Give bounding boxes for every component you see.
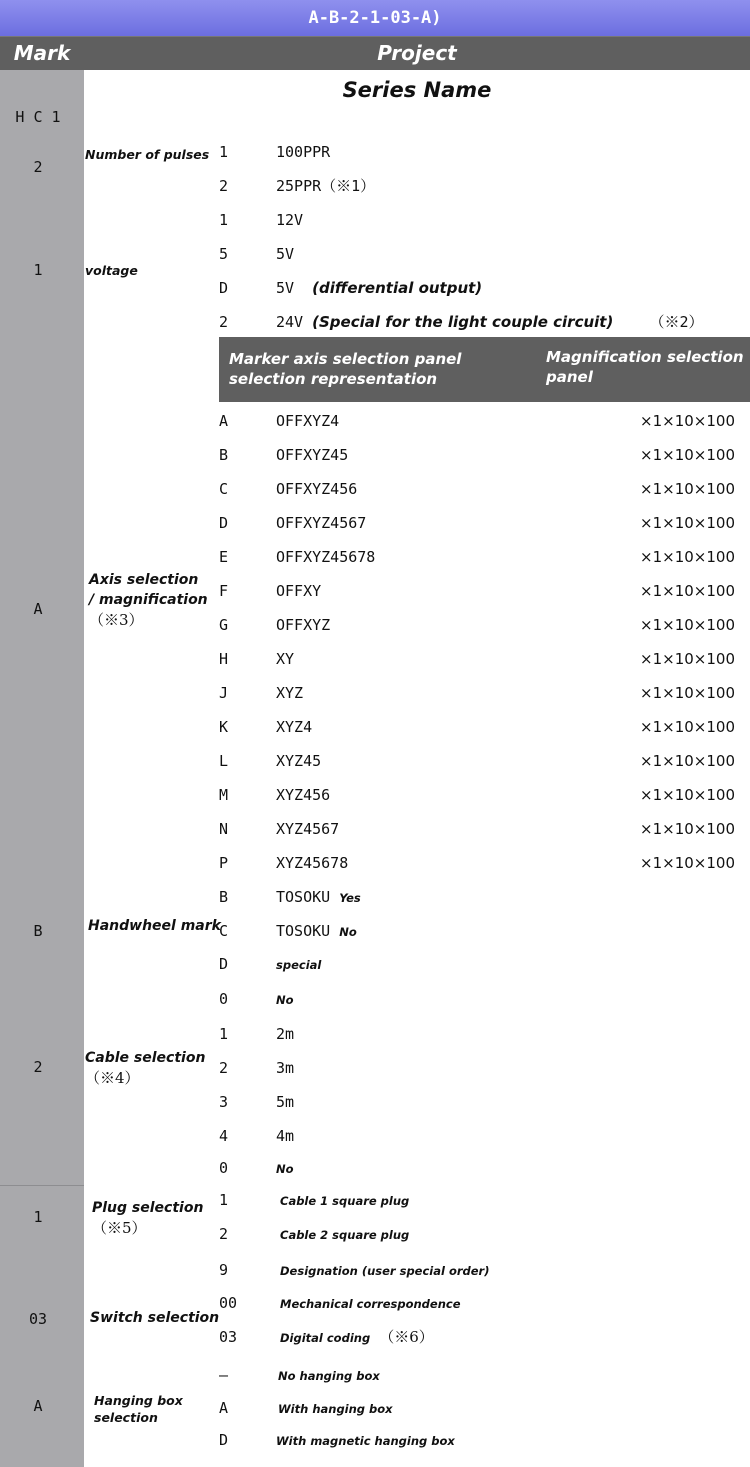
option-code: C [219,480,229,498]
option-value: 2m [276,1025,295,1043]
option-code: 2 [219,177,229,195]
option-value [280,1324,434,1351]
axis-table-header [219,337,750,402]
magnification-value: ×1×10×100 [640,616,735,634]
option-code: 1 [219,143,229,161]
value-extra: Designation (user special order) [280,1264,490,1278]
value-extra: special [276,958,322,972]
axis-header-col1-line1: Marker axis selection panel [229,350,462,368]
cable-label [85,1048,205,1088]
option-code: 2 [219,1225,229,1243]
magnification-value: ×1×10×100 [640,446,735,464]
plug-label [92,1198,203,1238]
option-value: XYZ45 [276,752,322,770]
value-extra: Yes [339,891,361,905]
magnification-value: ×1×10×100 [640,514,735,532]
option-code: 1 [219,1025,229,1043]
magnification-value: ×1×10×100 [640,752,735,770]
axis-label-line2: / magnification [89,592,208,608]
option-code: D [219,279,229,297]
value-extra: Digital coding [280,1331,371,1345]
cable-label-line1: Cable selection [85,1050,206,1066]
option-code: H [219,650,229,668]
option-code: A [219,412,229,430]
plug-note: （※5） [92,1219,147,1237]
axis-header-col1 [229,349,461,389]
option-code: L [219,752,229,770]
option-value: OFFXYZ45678 [276,548,376,566]
box-label [94,1392,183,1426]
option-value: 25PPR（※1） [276,177,376,195]
option-code: F [219,582,229,600]
value-extra: Mechanical correspondence [280,1297,461,1311]
value-extra: Cable 2 square plug [280,1228,410,1242]
option-value: XYZ456 [276,786,331,804]
option-value: OFFXY [276,582,322,600]
mark-value: B [33,922,43,940]
magnification-value: ×1×10×100 [640,548,735,566]
option-code: 3 [219,1093,229,1111]
mark-value: 2 [33,1058,43,1076]
axis-header-col1-line2: selection representation [229,370,438,388]
option-value: XYZ [276,684,304,702]
value-extra: No [276,1162,294,1176]
table-header [0,36,750,70]
value-text: 24V [276,313,304,331]
option-value: 4m [276,1127,295,1145]
option-value [280,1290,461,1317]
option-value: OFFXYZ456 [276,480,358,498]
mark-divider [0,1185,84,1186]
axis-label-line1: Axis selection [89,572,199,588]
mark-value: A [33,600,43,618]
axis-note: （※3） [89,611,144,629]
magnification-value: ×1×10×100 [640,412,735,430]
value-extra: With magnetic hanging box [276,1434,455,1448]
title-code: A-B-2-1-03-A) [308,8,442,28]
option-code: 0 [219,990,229,1008]
pulses-label: Number of pulses [85,147,210,162]
option-value [276,1155,294,1182]
option-value: 12V [276,211,304,229]
option-code: P [219,854,229,872]
option-code: G [219,616,229,634]
option-code: 5 [219,245,229,263]
option-code: 1 [219,211,229,229]
value-note: （※2） [649,313,704,331]
value-text: TOSOKU [276,922,331,940]
axis-header-col2-line1: Magnification selection [546,348,744,366]
box-label-line2: selection [94,1410,158,1425]
option-value: OFFXYZ4567 [276,514,367,532]
value-extra: No [339,925,357,939]
option-value [276,309,703,335]
option-code: 0 [219,1159,229,1177]
option-code: M [219,786,229,804]
option-code: D [219,514,229,532]
option-code: 2 [219,313,229,331]
series-name: Series Name [342,78,492,102]
handwheel-label: Handwheel mark [88,918,221,934]
option-value: 100PPR [276,143,331,161]
option-code: N [219,820,229,838]
mark-value: 2 [33,158,43,176]
option-code: 1 [219,1191,229,1209]
option-value [276,986,294,1013]
magnification-value: ×1×10×100 [640,650,735,668]
option-code: D [219,955,229,973]
magnification-value: ×1×10×100 [640,480,735,498]
option-code: – [219,1366,229,1384]
value-extra: (differential output) [312,279,483,297]
magnification-value: ×1×10×100 [640,684,735,702]
option-value [276,884,361,911]
value-extra: No [276,993,294,1007]
mark-value: H C 1 [15,108,61,126]
value-note: （※6） [379,1328,434,1346]
value-extra: Cable 1 square plug [280,1194,410,1208]
value-extra: No hanging box [278,1369,380,1383]
option-code: B [219,446,229,464]
option-code: C [219,922,229,940]
project-header: Project [377,41,457,65]
mark-value: A [33,1397,43,1415]
option-code: 2 [219,1059,229,1077]
option-code: K [219,718,229,736]
switch-label: Switch selection [90,1310,220,1326]
option-value [276,275,482,301]
option-value: XYZ4 [276,718,313,736]
plug-label-line1: Plug selection [92,1200,204,1216]
magnification-value: ×1×10×100 [640,718,735,736]
option-code: J [219,684,229,702]
mark-value: 1 [33,261,43,279]
axis-header-col2 [546,347,744,387]
value-text: 5V [276,279,295,297]
option-value [278,1362,380,1389]
option-value: XYZ4567 [276,820,340,838]
value-extra: (Special for the light couple circuit) [312,313,614,331]
option-code: A [219,1399,229,1417]
option-code: 03 [219,1328,238,1346]
box-label-line1: Hanging box [94,1393,183,1408]
option-code: 9 [219,1261,229,1279]
axis-label [89,570,208,630]
magnification-value: ×1×10×100 [640,820,735,838]
option-value: XYZ45678 [276,854,349,872]
option-value: OFFXYZ4 [276,412,340,430]
option-code: E [219,548,229,566]
option-value: 5m [276,1093,295,1111]
option-value [276,918,357,945]
option-code: D [219,1431,229,1449]
mark-value: 03 [28,1310,48,1328]
value-text: TOSOKU [276,888,331,906]
option-value: OFFXYZ45 [276,446,349,464]
option-value: OFFXYZ [276,616,331,634]
axis-header-col2-line2: panel [546,368,593,386]
option-value [276,1427,455,1454]
option-code: 4 [219,1127,229,1145]
option-value: 3m [276,1059,295,1077]
mark-column [0,70,84,1467]
title-bar [0,0,750,36]
option-value: XY [276,650,295,668]
magnification-value: ×1×10×100 [640,854,735,872]
option-value [280,1187,409,1214]
mark-header: Mark [13,41,71,65]
option-code: 00 [219,1294,238,1312]
option-code: B [219,888,229,906]
mark-value: 1 [33,1208,43,1226]
voltage-label: voltage [85,263,138,278]
magnification-value: ×1×10×100 [640,786,735,804]
option-value [278,1395,393,1422]
option-value [276,951,321,978]
value-extra: With hanging box [278,1402,393,1416]
option-value [280,1221,409,1248]
cable-note: （※4） [85,1069,140,1087]
option-value [280,1257,489,1284]
magnification-value: ×1×10×100 [640,582,735,600]
option-value: 5V [276,245,295,263]
